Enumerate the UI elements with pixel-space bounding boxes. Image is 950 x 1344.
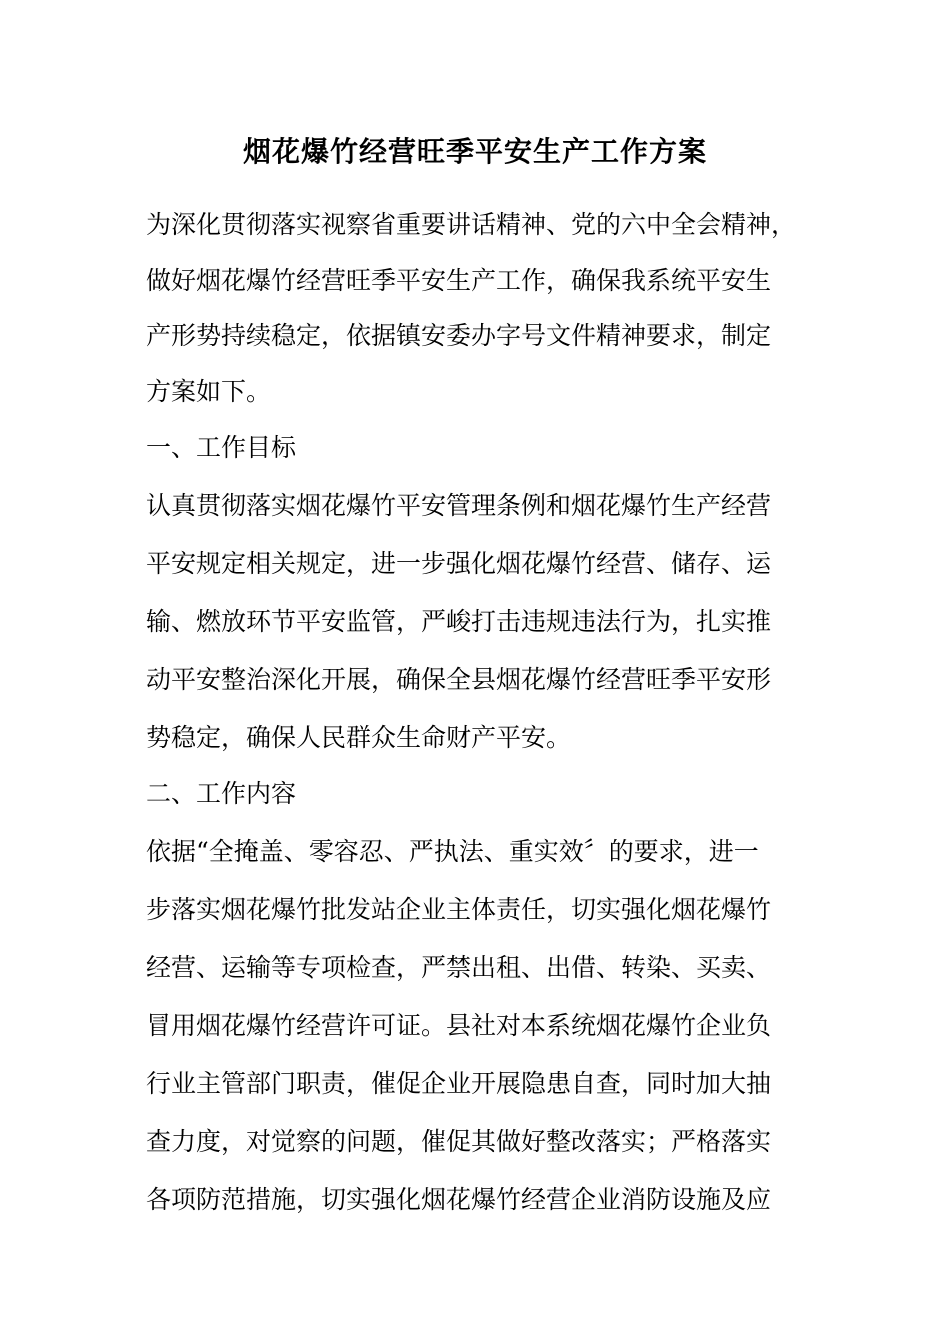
section-heading-content: 二、工作内容 — [146, 779, 297, 808]
body-line: 经营、运输等专项检查，严禁出租、出借、转染、买卖、 — [146, 953, 772, 982]
body-line: 冒用烟花爆竹经营许可证。县社对本系统烟花爆竹企业负 — [146, 1011, 772, 1040]
body-line: 查力度，对觉察的问题，催促其做好整改落实；严格落实 — [146, 1127, 772, 1156]
body-line: 依据“全掩盖、零容忍、严执法、重实效〞的要求，进一 — [146, 837, 759, 866]
body-line: 平安规定相关规定，进一步强化烟花爆竹经营、储存、运 — [146, 549, 772, 578]
body-line: 为深化贯彻落实视察省重要讲话精神、党的六中全会精神， — [146, 210, 797, 239]
body-line: 步落实烟花爆竹批发站企业主体责任，切实强化烟花爆竹 — [146, 895, 772, 924]
body-line: 认真贯彻落实烟花爆竹平安管理条例和烟花爆竹生产经营 — [146, 491, 772, 520]
document-title: 烟花爆竹经营旺季平安生产工作方案 — [242, 135, 707, 168]
body-line: 各项防范措施，切实强化烟花爆竹经营企业消防设施及应 — [146, 1185, 772, 1214]
body-line: 产形势持续稳定，依据镇安委办字号文件精神要求，制定 — [146, 321, 772, 350]
body-line: 做好烟花爆竹经营旺季平安生产工作，确保我系统平安生 — [146, 266, 772, 295]
section-heading-goals: 一、工作目标 — [146, 433, 297, 462]
body-line: 动平安整治深化开展，确保全县烟花爆竹经营旺季平安形 — [146, 665, 772, 694]
body-line: 行业主管部门职责，催促企业开展隐患自查，同时加大抽 — [146, 1069, 772, 1098]
body-line: 势稳定，确保人民群众生命财产平安。 — [146, 723, 572, 752]
body-line: 方案如下。 — [146, 377, 272, 406]
body-line: 输、燃放环节平安监管，严峻打击违规违法行为，扎实推 — [146, 607, 772, 636]
